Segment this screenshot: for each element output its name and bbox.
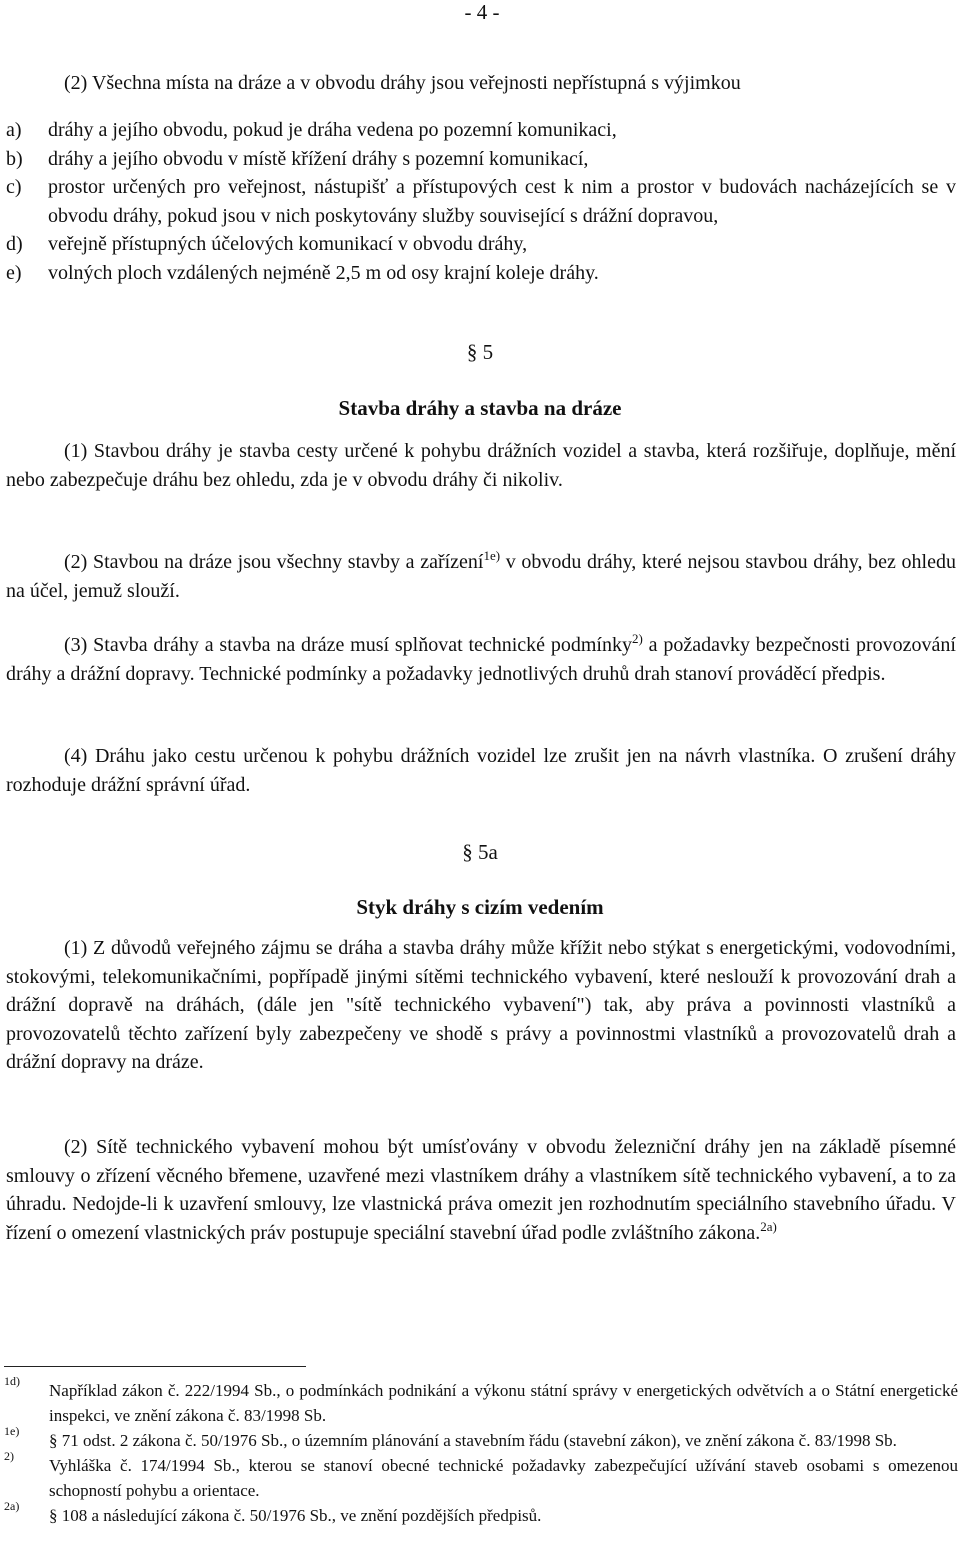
intro-paragraph: (2) Všechna místa na dráze a v obvodu dráhy jsou veřejnosti nepřístupná s výjimkou (64, 72, 741, 94)
footnote-mark: 2a) (4, 1499, 20, 1513)
list-item-text: prostor určených pro veřejnost, nástupišť a přístupových cest k nim a prostor v budovách nacházejících se v obvodu dráhy, pokud jsou v nich poskytovány služby související s drážní dopravou, (48, 176, 956, 227)
footnote-text: Například zákon č. 222/1994 Sb., o podmínkách podnikání a výkonu státní správy v energetických odvětvích a o Státní energetické inspekci, ve znění zákona č. 83/1998 Sb. (49, 1381, 958, 1425)
list-item-mark: e) (6, 261, 22, 284)
footnote (4, 1374, 958, 1428)
section-5a-heading: Styk dráhy s cizím vedením (356, 895, 604, 919)
footnote-text: § 108 a následující zákona č. 50/1976 Sb., ve znění pozdějších předpisů. (49, 1506, 542, 1525)
footnote-reference: 2a) (760, 1218, 777, 1234)
footnote (4, 1424, 958, 1453)
footnote-separator (4, 1366, 306, 1367)
list-item-text: volných ploch vzdálených nejméně 2,5 m od osy krajní koleje dráhy. (48, 261, 599, 284)
paragraph-text: (3) Stavba dráhy a stavba na dráze musí splňovat technické podmínky (64, 634, 632, 656)
list-item-mark: c) (6, 176, 22, 199)
page-number: - 4 - (464, 0, 500, 24)
section-5-sign: § 5 (466, 340, 494, 364)
footnote-mark: 1d) (4, 1374, 20, 1388)
section-5a-sign: § 5a (462, 840, 498, 864)
paragraph-text: v obvodu dráhy, které nejsou stavbou dráhy, bez ohledu na účel, jemuž slouží. (6, 551, 956, 602)
section-5-paragraph-1: (1) Stavbou dráhy je stavba cesty určené k pohybu drážních vozidel a stavba, která rozšiřuje, doplňuje, mění nebo zabezpečuje dráhu bez ohledu, zda je v obvodu dráhy či nikoliv. (6, 440, 956, 491)
footnote (4, 1449, 958, 1503)
footnote-reference: 2) (632, 631, 643, 646)
section-5-paragraph-2 (6, 548, 956, 605)
section-5a-paragraph-2 (6, 1133, 956, 1247)
paragraph-text: (2) Stavbou na dráze jsou všechny stavby a zařízení (64, 551, 484, 573)
list-item-mark: b) (6, 147, 23, 170)
section-5a-paragraph-1: (1) Z důvodů veřejného zájmu se dráha a stavba dráhy může křížit nebo stýkat s energetickými, vodovodními, stokovými, telekomunikačními, popřípadě jinými sítěmi technického vybavení, které neslouží k provozování drah a drážní dopravě na dráhách, (dále jen "sítě technického vybavení") tak, aby práva a povinnosti vlastníků a provozovatelů těchto zařízení byly zabezpečeny ve shodě s právy a povinnostmi vlastníků a provozovatelů drah a drážní dopravy na dráze. (6, 937, 956, 1074)
list-item (6, 173, 956, 230)
list-item-mark: a) (6, 119, 22, 141)
section-5-paragraph-3 (6, 631, 956, 688)
section-5-paragraph-4: (4) Dráhu jako cestu určenou k pohybu drážních vozidel lze zrušit jen na návrh vlastníka. O zrušení dráhy rozhoduje drážní správní úřad. (6, 745, 956, 796)
list-item-text: dráhy a jejího obvodu v místě křížení dráhy s pozemní komunikací, (48, 147, 589, 170)
list-item (6, 116, 956, 145)
list-item (6, 259, 956, 288)
exception-list (6, 116, 956, 288)
list-item (6, 145, 956, 174)
section-5-heading: Stavba dráhy a stavba na dráze (338, 396, 622, 420)
paragraph-text: a požadavky bezpečnosti provozování dráhy a drážní dopravy. Technické podmínky a požadavky jednotlivých druhů drah stanoví prováděcí předpis. (6, 634, 956, 685)
list-item-text: veřejně přístupných účelových komunikací v obvodu dráhy, (48, 233, 528, 256)
footnote (4, 1499, 958, 1528)
list-item (6, 230, 956, 259)
footnote-text: Vyhláška č. 174/1994 Sb., kterou se stanoví obecné technické požadavky zabezpečující užívání staveb osobami s omezenou schopností pohybu a orientace. (49, 1456, 958, 1500)
footnote-text: § 71 odst. 2 zákona č. 50/1976 Sb., o územním plánování a stavebním řádu (stavební zákon), ve znění zákona č. 83/1998 Sb. (49, 1431, 897, 1450)
footnote-mark: 1e) (4, 1424, 20, 1438)
list-item-mark: d) (6, 233, 23, 256)
footnote-mark: 2) (4, 1449, 14, 1463)
list-item-text: dráhy a jejího obvodu, pokud je dráha vedena po pozemní komunikaci, (48, 119, 617, 141)
footnotes (4, 1374, 958, 1528)
footnote-reference: 1e) (483, 548, 501, 563)
paragraph-text: (2) Sítě technického vybavení mohou být umísťovány v obvodu železniční dráhy jen na základě písemné smlouvy o zřízení věcného břemene, uzavřené mezi vlastníkem dráhy a vlastníkem sítě technického vybavení, a to za úhradu. Nedojde-li k uzavření smlouvy, lze vlastnická práva omezit jen rozhodnutím speciálního stavebního úřadu. V řízení o omezení vlastnických práv postupuje speciální stavební úřad podle zvláštního zákona. (6, 1136, 956, 1244)
